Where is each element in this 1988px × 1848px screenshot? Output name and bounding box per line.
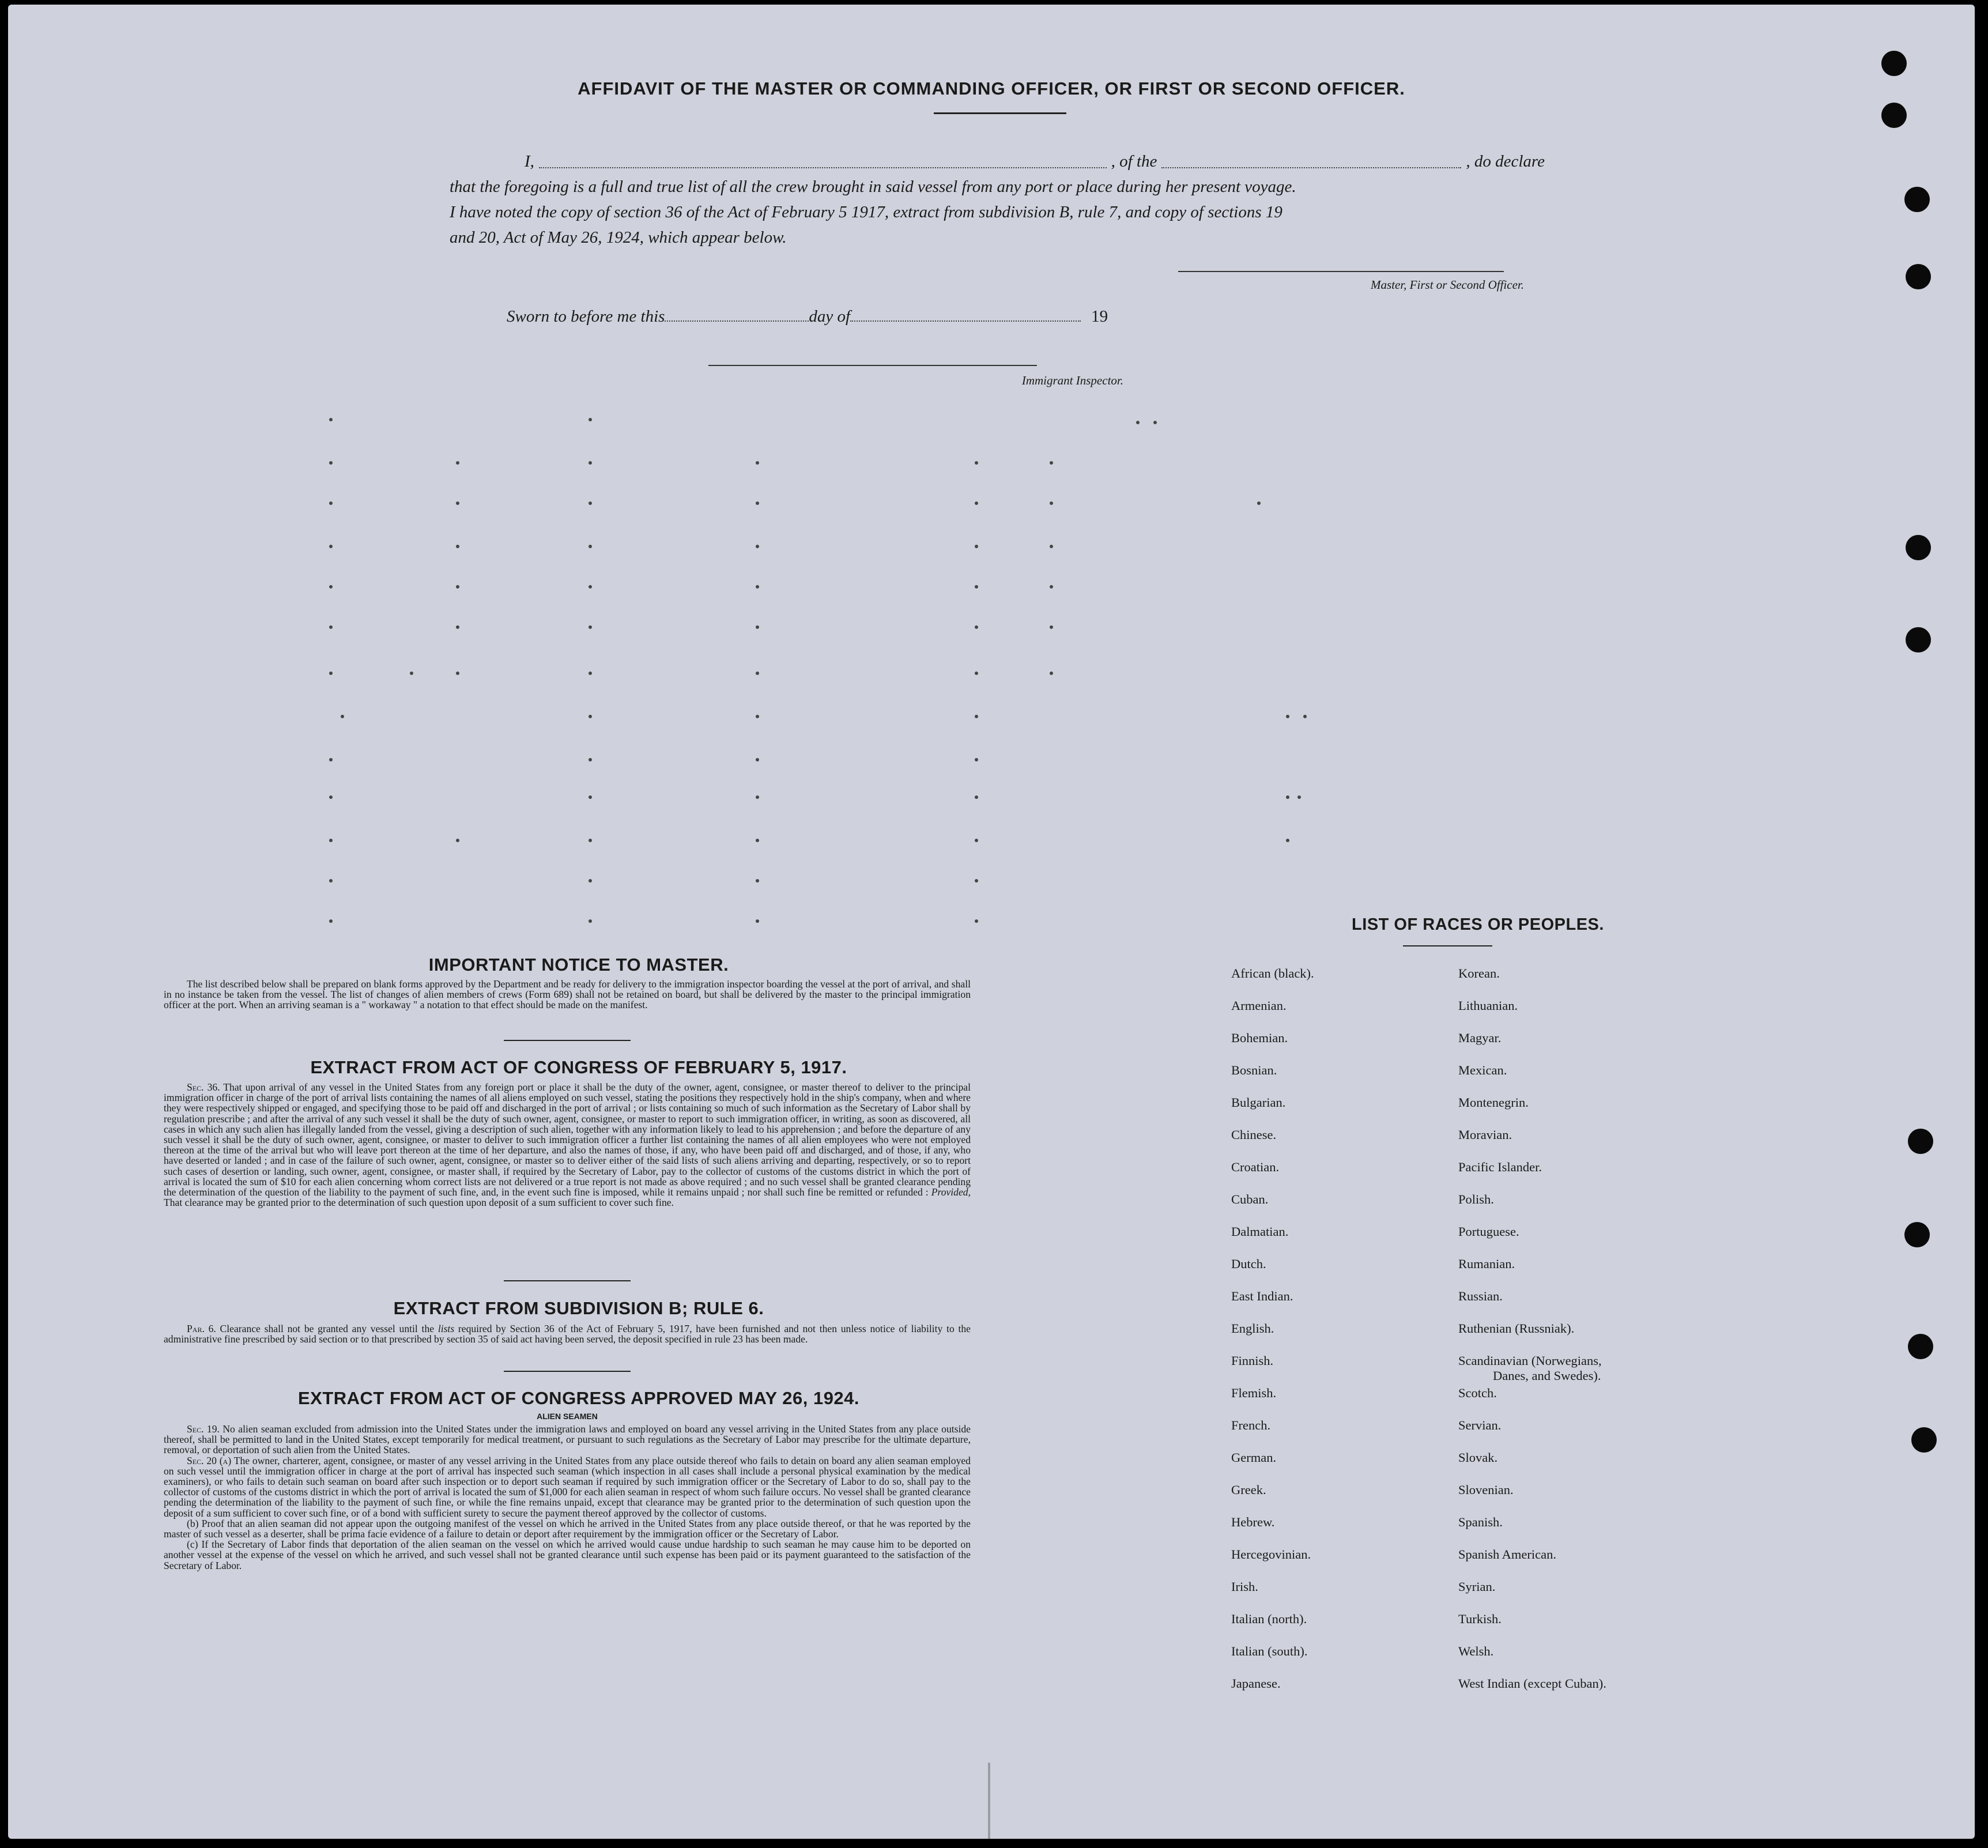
- race-item: English.: [1231, 1321, 1274, 1336]
- race-item: French.: [1231, 1418, 1271, 1432]
- declaration-i: I,: [525, 152, 534, 171]
- races-right-column: [1458, 966, 1606, 1709]
- document-sheet: [8, 5, 1975, 1839]
- sec-20b-label: (b): [187, 1517, 199, 1529]
- inspector-label: Immigrant Inspector.: [1021, 374, 1123, 387]
- race-item: Pacific Islander.: [1458, 1160, 1542, 1174]
- race-item: Italian (north).: [1231, 1612, 1307, 1626]
- race-item: Spanish American.: [1458, 1547, 1556, 1562]
- extract-1917-divider: [504, 1280, 631, 1281]
- race-item: Bulgarian.: [1231, 1095, 1286, 1110]
- race-item: Russian.: [1458, 1289, 1503, 1303]
- sec-20a-text: The owner, charterer, agent, consignee, or master of any vessel arriving in the United States from any place outside thereof who fails to detain on board any alien seaman employed on such vessel until the immigration officer in charge at the port of arrival has inspected such seaman (which inspection in all cases shall include a personal physical examination by the medical examiners), or who fails to detain such seaman on board after such inspection or to deport such seaman if required by such immigration officer or the Secretary of Labor to do so, shall pay to the collector of customs of the customs district in which the port of arrival is located the sum of $1,000 for each alien seaman in respect of whom such failure occurs. No vessel shall be granted clearance pending the determination of the liability to the payment of such fine, or while the fine remains unpaid, except that clearance may be granted prior to the determination of such question upon the deposit of a sum sufficient to cover such fine, or of a bond with sufficient surety to secure the payment thereof approved by the collector of customs.: [164, 1454, 971, 1519]
- race-item: Scotch.: [1458, 1386, 1497, 1400]
- race-item: Chinese.: [1231, 1127, 1277, 1142]
- sec-36-paragraph: [164, 1082, 971, 1208]
- provided-text: That clearance may be granted prior to the determination of such question upon deposit of a sum sufficient to cover such fine.: [164, 1197, 674, 1209]
- sec-20b-text: Proof that an alien seaman did not appear upon the outgoing manifest of the vessel on which he arrived in the United States from any place outside thereof, or that he was reported by the master of such vessel as a deserter, shall be prima facie evidence of a failure to detain or deport after requirement by the immigration officer or the Secretary of Labor.: [164, 1517, 971, 1540]
- race-item: Rumanian.: [1458, 1257, 1515, 1271]
- race-item: Danes, and Swedes).: [1493, 1368, 1601, 1383]
- race-item: Mexican.: [1458, 1063, 1507, 1077]
- race-item: Servian.: [1458, 1418, 1502, 1432]
- race-item: Korean.: [1458, 966, 1500, 980]
- race-item: East Indian.: [1231, 1289, 1293, 1303]
- race-item: Armenian.: [1231, 998, 1287, 1013]
- race-item: Japanese.: [1231, 1676, 1281, 1691]
- declaration-line-4: and 20, Act of May 26, 1924, which appear below.: [450, 228, 787, 247]
- races-title: LIST OF RACES OR PEOPLES.: [1352, 915, 1604, 934]
- sec-20c-paragraph: [164, 1539, 971, 1571]
- race-item: Ruthenian (Russniak).: [1458, 1321, 1575, 1336]
- declaration-of: , of the: [1111, 152, 1157, 171]
- races-divider: [1403, 945, 1492, 946]
- extract-rule6-text: [164, 1323, 971, 1344]
- par-6-text-b: required by Section 36 of the Act of February 5, 1917, have been furnished and not then unless notice of liability to the administrative fine prescribed by said section or to that prescribed by section 35 of said act having been served, the deposit specified in rule 23 has been made.: [164, 1323, 971, 1345]
- sworn-year: 19: [1091, 307, 1108, 326]
- race-item: Magyar.: [1458, 1031, 1502, 1045]
- sec-20a-paragraph: [164, 1455, 971, 1518]
- extract-1917-title: EXTRACT FROM ACT OF CONGRESS OF FEBRUARY 5, 1917.: [310, 1057, 847, 1077]
- sworn-prefix: Sworn to before me this: [507, 307, 665, 326]
- faint-dot-grid: [8, 5, 1975, 985]
- par-6-paragraph: [164, 1323, 971, 1344]
- race-item: Finnish.: [1231, 1353, 1274, 1368]
- race-item: Welsh.: [1458, 1644, 1494, 1658]
- sec-20c-label: (c): [187, 1538, 198, 1551]
- extract-1924-text: [164, 1424, 971, 1571]
- race-item: Spanish.: [1458, 1515, 1503, 1529]
- race-item: Dutch.: [1231, 1257, 1266, 1271]
- punch-hole-icon: [1908, 1129, 1933, 1154]
- race-item: Moravian.: [1458, 1127, 1512, 1142]
- race-item: Hercegovinian.: [1231, 1547, 1311, 1562]
- race-item: Polish.: [1458, 1192, 1494, 1206]
- race-item: Slovenian.: [1458, 1483, 1514, 1497]
- provided-label: Provided,: [931, 1186, 971, 1198]
- notice-text: [164, 979, 971, 1010]
- extract-rule6-divider: [504, 1371, 631, 1372]
- par-6-lists: lists: [437, 1323, 455, 1334]
- race-item: Syrian.: [1458, 1579, 1496, 1594]
- race-item: Scandinavian (Norwegians,: [1458, 1353, 1602, 1368]
- par-6-label: Par. 6.: [187, 1323, 216, 1334]
- race-item: Cuban.: [1231, 1192, 1269, 1206]
- affidavit-title: AFFIDAVIT OF THE MASTER OR COMMANDING OFFICER, OR FIRST OR SECOND OFFICER.: [578, 78, 1405, 99]
- declaration-line-2: that the foregoing is a full and true list of all the crew brought in said vessel from any port or place during her present voyage.: [450, 178, 1296, 196]
- sworn-day: day of: [809, 307, 851, 326]
- race-item: Hebrew.: [1231, 1515, 1275, 1529]
- declaration-line-3: I have noted the copy of section 36 of the Act of February 5 1917, extract from subdivision B, rule 7, and copy of sections 19: [450, 203, 1282, 221]
- race-item: Bosnian.: [1231, 1063, 1277, 1077]
- race-item: Flemish.: [1231, 1386, 1277, 1400]
- race-item: Greek.: [1231, 1483, 1266, 1497]
- sec-36-text: That upon arrival of any vessel in the United States from any foreign port or place it shall be the duty of the owner, agent, consignee, or master thereof to deliver to the principal immigration officer in charge of the port of arrival lists containing the names of all aliens employed on such vessel, stating the positions they respectively hold in the ship's company, when and where they were respectively shipped or engaged, and specifying those to be paid off and discharged in the port of arrival ; or lists containing so much of such information as the Secretary of Labor shall by regulation prescribe ; and after the arrival of any such vessel it shall be the duty of such owner, agent, consignee, or master to report to such immigration officer, in writing, as soon as discovered, all cases in which any such alien has illegally landed from the vessel, giving a description of such alien, together with any information likely to lead to his apprehension ; and before the departure of any such vessel it shall be the duty of such owner, agent, consignee, or master to deliver to such immigration officer a further list containing the names of all alien employees who were not employed thereon at the time of the arrival but who will leave port thereon at the time of her departure, and also the names of those, if any, who have been paid off and discharged, and of those, if any, who have deserted or landed ; and in case of the failure of such owner, agent, consignee, or master so to deliver either of the said lists of such aliens arriving and departing, respectively, or so to report such cases of desertion or landing, such owner, agent, consignee, or master shall, if required by the Secretary of Labor, pay to the collector of customs of the customs district in which the port of arrival is located the sum of $10 for each alien concerning whom correct lists are not delivered or a true report is not made as above required ; and no such vessel shall be granted clearance pending the determination of the question of the liability to the payment of such fine, and, in the event such fine is imposed, while it remains unpaid ; nor shall such fine be remitted or refunded :: [164, 1081, 971, 1198]
- races-left-column: [1231, 966, 1314, 1709]
- declaration-declare: , do declare: [1466, 152, 1545, 171]
- fold-crease: [988, 1763, 990, 1839]
- race-item: Bohemian.: [1231, 1031, 1288, 1045]
- extract-1924-title: EXTRACT FROM ACT OF CONGRESS APPROVED MAY 26, 1924.: [297, 1388, 860, 1408]
- sec-19-paragraph: [164, 1424, 971, 1455]
- race-item: Dalmatian.: [1231, 1224, 1289, 1239]
- notice-title: IMPORTANT NOTICE TO MASTER.: [428, 955, 729, 975]
- race-item: Italian (south).: [1231, 1644, 1308, 1658]
- notice-divider: [504, 1040, 631, 1041]
- sec-36-label: Sec. 36.: [187, 1081, 220, 1093]
- extract-1917-text: [164, 1082, 971, 1208]
- race-item: German.: [1231, 1450, 1277, 1465]
- race-item: Montenegrin.: [1458, 1095, 1529, 1110]
- race-item: Lithuanian.: [1458, 998, 1518, 1013]
- sec-20c-text: If the Secretary of Labor finds that deportation of the alien seaman on the vessel on which he arrived would cause undue hardship to such seaman he may cause him to be deported on another vessel at the expense of the vessel on which he arrived, and such vessel shall not be granted clearance until such expense has been paid or its payment guaranteed to the satisfaction of the Secretary of Labor.: [164, 1538, 971, 1571]
- race-item: Irish.: [1231, 1579, 1258, 1594]
- race-item: Portuguese.: [1458, 1224, 1519, 1239]
- signature-label: Master, First or Second Officer.: [1371, 278, 1524, 292]
- notice-paragraph: The list described below shall be prepared on blank forms approved by the Department and be ready for delivery to the immigration inspector boarding the vessel at the port of arrival, and shall in no instance be taken from the vessel. The list of changes of alien members of crews (Form 689) shall not be retained on board, but shall be delivered by the master to the principal immigration officer at the port. When an arriving seaman is a " workaway " a notation to that effect should be made on the manifest.: [164, 978, 971, 1011]
- par-6-text-a: Clearance shall not be granted any vessel until the: [220, 1323, 435, 1334]
- sec-20b-paragraph: [164, 1518, 971, 1539]
- race-item: Croatian.: [1231, 1160, 1280, 1174]
- sec-19-label: Sec. 19.: [187, 1423, 220, 1435]
- race-item: Slovak.: [1458, 1450, 1498, 1465]
- sec-19-text: No alien seaman excluded from admission into the United States under the immigration laws and employed on board any vessel arriving in the United States from any place outside thereof, shall be permitted to land in the United States, except temporarily for medical treatment, or pursuant to such regulations as the Secretary of Labor may prescribe for the ultimate departure, removal, or deportation of such alien from the United States.: [164, 1423, 971, 1456]
- race-item: African (black).: [1231, 966, 1314, 980]
- race-item: Turkish.: [1458, 1612, 1502, 1626]
- sec-20a-label: Sec. 20 (a): [187, 1454, 232, 1466]
- punch-hole-icon: [1911, 1427, 1937, 1453]
- race-item: West Indian (except Cuban).: [1458, 1676, 1606, 1691]
- punch-hole-icon: [1908, 1334, 1933, 1359]
- punch-hole-icon: [1904, 1222, 1930, 1247]
- extract-rule6-title: EXTRACT FROM SUBDIVISION B; RULE 6.: [393, 1298, 764, 1318]
- alien-seamen-subtitle: ALIEN SEAMEN: [537, 1412, 598, 1421]
